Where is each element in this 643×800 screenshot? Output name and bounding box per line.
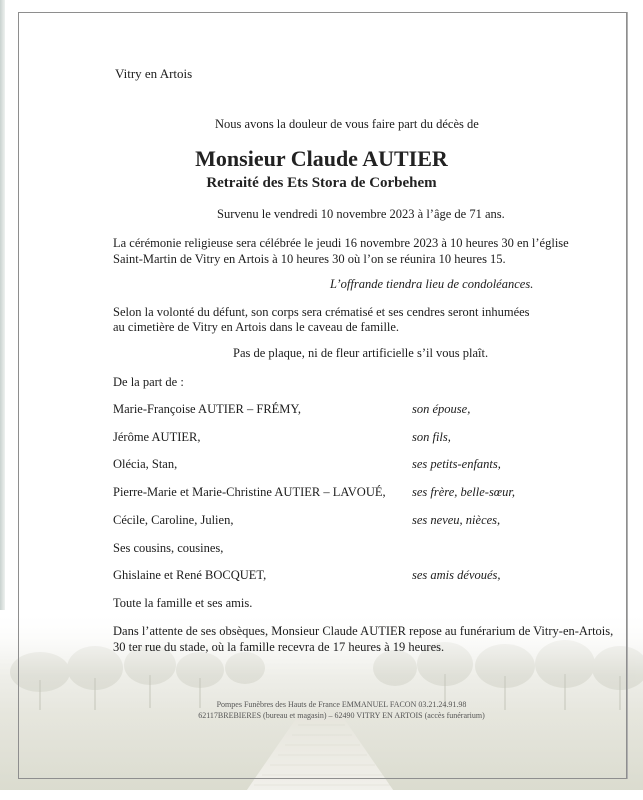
repose-line-2: 30 ter rue du stade, où la famille recevra de 17 heures à 19 heures. bbox=[113, 640, 445, 654]
family-name: Toute la famille et ses amis. bbox=[113, 596, 253, 610]
repose-line-1: Dans l’attente de ses obsèques, Monsieur Claude AUTIER repose au funérarium de Vitry-en-Artois, bbox=[113, 624, 614, 638]
no-flowers-note: Pas de plaque, ni de fleur artificielle s’il vous plaît. bbox=[233, 346, 489, 360]
family-relation: ses petits-enfants, bbox=[412, 457, 501, 471]
family-relation: ses neveu, nièces, bbox=[412, 513, 501, 527]
footer-line-2: 62117BREBIERES (bureau et magasin) – 62490 VITRY EN ARTOIS (accès funérarium) bbox=[198, 711, 485, 720]
intro-text: Nous avons la douleur de vous faire part du décès de bbox=[215, 117, 479, 131]
family-name: Cécile, Caroline, Julien, bbox=[113, 513, 234, 527]
deceased-name: Monsieur Claude AUTIER bbox=[195, 146, 448, 171]
family-name: Jérôme AUTIER, bbox=[113, 430, 201, 444]
family-relation: son épouse, bbox=[412, 402, 471, 416]
ceremony-line-2: Saint-Martin de Vitry en Artois à 10 heures 30 où l’on se réunira 10 heures 15. bbox=[113, 252, 506, 266]
location: Vitry en Artois bbox=[115, 66, 193, 81]
footer-line-1: Pompes Funèbres des Hauts de France EMMANUEL FACON 03.21.24.91.98 bbox=[216, 700, 467, 709]
family-relation: ses amis dévoués, bbox=[412, 568, 501, 582]
cremation-line-2: au cimetière de Vitry en Artois dans le caveau de famille. bbox=[113, 320, 400, 334]
family-name: Olécia, Stan, bbox=[113, 457, 178, 471]
family-name: Pierre-Marie et Marie-Christine AUTIER – LAVOUÉ, bbox=[113, 485, 386, 499]
family-relation: ses frère, belle-sœur, bbox=[412, 485, 515, 499]
from-label: De la part de : bbox=[113, 375, 184, 389]
cremation-line-1: Selon la volonté du défunt, son corps sera crématisé et ses cendres seront inhumées bbox=[113, 305, 530, 319]
offering-note: L’offrande tiendra lieu de condoléances. bbox=[330, 277, 534, 291]
death-notice: Survenu le vendredi 10 novembre 2023 à l’âge de 71 ans. bbox=[217, 207, 505, 221]
deceased-title: Retraité des Ets Stora de Corbehem bbox=[206, 175, 437, 191]
family-name: Ses cousins, cousines, bbox=[113, 541, 224, 555]
family-relation: son fils, bbox=[412, 430, 451, 444]
family-name: Ghislaine et René BOCQUET, bbox=[113, 568, 267, 582]
ceremony-line-1: La cérémonie religieuse sera célébrée le jeudi 16 novembre 2023 à 10 heures 30 en l’église bbox=[113, 236, 569, 250]
scan-bottom-edge bbox=[0, 790, 643, 800]
family-name: Marie-Françoise AUTIER – FRÉMY, bbox=[113, 402, 301, 416]
